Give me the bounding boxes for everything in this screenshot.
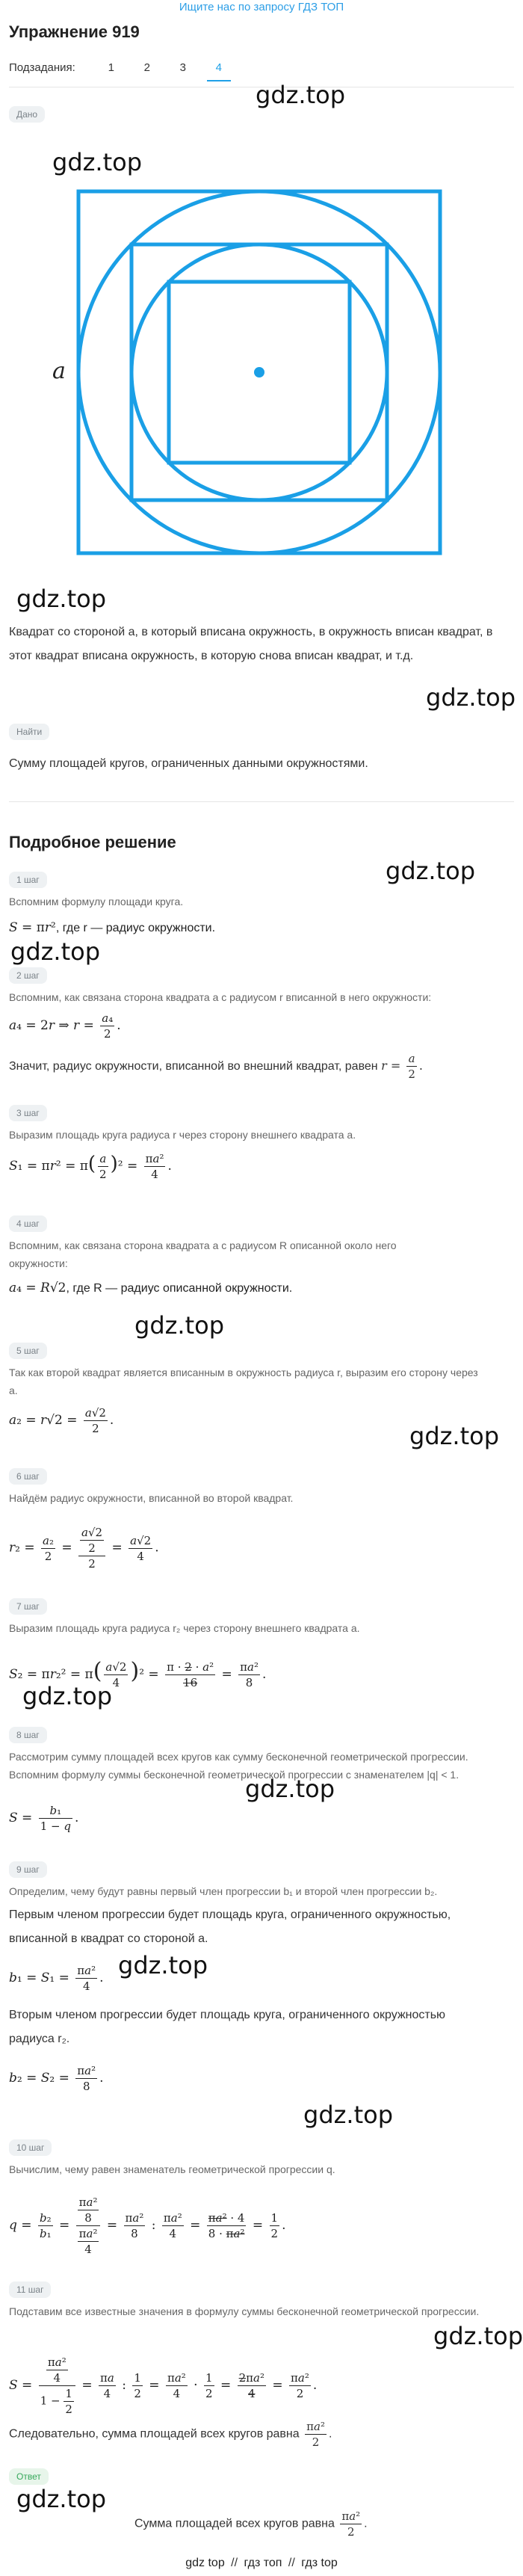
step-11-text: Следовательно, сумма площадей всех кругов равна $\frac{\text{πa²}}{2}$ . [9,2420,332,2449]
watermark: gdz.top [433,2322,523,2350]
step-3-formula: S₁ = πr² = π( $\frac{a}{2}$ )² = $\frac{\text{πa²}}{4}$ . [9,1152,172,1181]
nested-squares-circles-figure [45,185,463,559]
subtask-tab-3[interactable]: 3 [179,61,186,74]
watermark: gdz.top [386,857,476,885]
watermark: gdz.top [16,2485,107,2513]
step-2-text: Значит, радиус окружности, вписанной во внешний квадрат, равен r = $\frac{a}{2}$ . [9,1052,423,1081]
step-7-desc: Выразим площадь круга радиуса r₂ через сторону внешнего квадрата a. [9,1622,360,1634]
step-10-desc: Вычислим, чему равен знаменатель геометрической прогрессии q. [9,2163,335,2175]
step-5-formula: a₂ = r√2 = $\frac{a√2}{2}$ . [9,1406,114,1435]
find-badge: Найти [9,724,49,740]
subtask-tab-1[interactable]: 1 [108,61,114,74]
step-11-formula: S = $\frac{\text{πa²}}{4}$ 1 − $\frac{1}{2}$ = $\frac{\pi a}{4}$ : $\frac{1}{2}$ = $\frac{\text{πa²}}{4}$ · $\frac{1}{2}$ = $\frac{\text{2πa²}}{4}$ = $\frac{\text{πa²}}{2}$ . [9,2355,318,2416]
bottom-link-1[interactable]: gdz top [185,2557,225,2569]
side-label: a [52,358,66,384]
top-search-link[interactable]: Ищите нас по запросу ГДЗ ТОП [179,1,344,13]
given-badge: Дано [9,106,45,123]
watermark: gdz.top [134,1311,225,1340]
subtask-tab-4[interactable]: 4 [201,61,237,74]
step-5-desc: Так как второй квадрат является вписанным в окружность радиуса r, выразим его сторону через a. [9,1366,478,1396]
bottom-link-3[interactable]: гдз top [301,2557,338,2569]
step-11-desc: Подставим все известные значения в формулу суммы бесконечной геометрической прогрессии. [9,2305,480,2317]
watermark: gdz.top [16,585,107,613]
watermark: gdz.top [245,1775,335,1803]
step-6-desc: Найдём радиус окружности, вписанной во второй квадрат. [9,1492,294,1504]
step-1-desc: Вспомним формулу площади круга. [9,896,184,908]
given-text: Квадрат со стороной a, в который вписана окружность, в окружность вписан квадрат, в этот квадрат вписана окружность, в которую снова вписан квадрат, и т.д. [9,626,493,662]
step-8-formula: S = $\frac{\text{b₁}}{1 - q}$ . [9,1804,79,1833]
watermark: gdz.top [118,1951,208,1979]
bottom-link-2[interactable]: гдз топ [244,2557,282,2569]
watermark: gdz.top [10,937,101,966]
watermark: gdz.top [409,1422,500,1450]
step-2-formula: a₄ = 2r ⇒ r = $\frac{\text{a₄}}{2}$ . [9,1011,121,1041]
find-text: Сумму площадей кругов, ограниченных данными окружностями. [9,757,368,770]
step-9-text2: Вторым членом прогрессии будет площадь круга, ограниченного окружностью радиуса r₂. [9,2009,446,2045]
step-11-badge: 11 шаг [9,2281,51,2298]
answer-badge: Ответ [9,2468,49,2485]
bottom-links: gdz top // гдз топ // гдз top [185,2557,338,2569]
step-8-desc: Рассмотрим сумму площадей всех кругов как сумму бесконечной геометрической прогрессии. Вспомним формулу суммы бесконечной геометрической прогрессии с знаменателем |q| < 1. [9,1751,468,1781]
subtasks-label: Подзадания: [9,61,75,74]
step-4-badge: 4 шаг [9,1215,47,1232]
step-7-formula: S₂ = πr₂² = π( $\frac{a√2}{4}$ )² = $\frac{\text{π · 2 · a²}}{16}$ = $\frac{\text{πa²}}{8}$ . [9,1658,267,1689]
watermark: gdz.top [52,148,143,176]
subtask-tab-2[interactable]: 2 [143,61,150,74]
step-1-formula: S = πr², где r — радиус окружности. [9,920,216,935]
divider [9,801,514,802]
center-point [254,367,264,378]
watermark: gdz.top [426,683,516,712]
watermark: gdz.top [256,81,346,109]
step-2-badge: 2 шаг [9,967,47,984]
step-8-badge: 8 шаг [9,1727,47,1743]
step-6-formula: r₂ = $\frac{\text{a₂}}{2}$ = $\frac{\frac{a√2}{2}}{2}$ = $\frac{a√2}{4}$ . [9,1526,159,1571]
step-7-badge: 7 шаг [9,1598,47,1615]
step-2-desc: Вспомним, как связана сторона квадрата a с радиусом r вписанной в него окружности: [9,991,432,1003]
step-10-badge: 10 шаг [9,2139,52,2156]
step-3-desc: Выразим площадь круга радиуса r через сторону внешнего квадрата a. [9,1129,356,1141]
step-4-desc: Вспомним, как связана сторона квадрата a с радиусом R описанной около него окружности: [9,1239,397,1269]
step-9-formula-2: b₂ = S₂ = $\frac{\text{πa²}}{8}$ . [9,2064,104,2093]
subtask-tabs [9,61,237,74]
step-3-badge: 3 шаг [9,1105,47,1121]
answer-text: Сумма площадей всех кругов равна $\frac{\text{πa²}}{2}$ . [134,2509,368,2539]
watermark: gdz.top [22,1682,113,1710]
step-9-badge: 9 шаг [9,1861,47,1878]
step-9-formula-1: b₁ = S₁ = $\frac{\text{πa²}}{4}$ . [9,1964,104,1993]
step-9-text1: Первым членом прогрессии будет площадь круга, ограниченного окружностью, вписанной в квадрат со стороной a. [9,1908,451,1945]
page-title: Упражнение 919 [9,22,140,41]
step-4-formula: a₄ = R√2, где R — радиус описанной окружности. [9,1281,293,1295]
step-9-desc: Определим, чему будут равны первый член прогрессии b₁ и второй член прогрессии b₂. [9,1885,438,1897]
step-5-badge: 5 шаг [9,1343,47,1359]
step-10-formula: q = $\frac{\text{b₂}}{\text{b₁}}$ = $\frac{\frac{\text{πa²}}{8}}{\frac{\text{πa²}}{4}}$ = $\frac{\text{πa²}}{8}$ : $\frac{\text{πa²}}{4}$ = $\frac{\text{πa² · 4}}{\text{8 · πa²}}$ = $\frac{1}{2}$ . [9,2196,286,2256]
step-6-badge: 6 шаг [9,1468,47,1485]
solution-heading: Подробное решение [9,833,176,851]
watermark: gdz.top [303,2101,394,2129]
step-1-badge: 1 шаг [9,872,47,888]
